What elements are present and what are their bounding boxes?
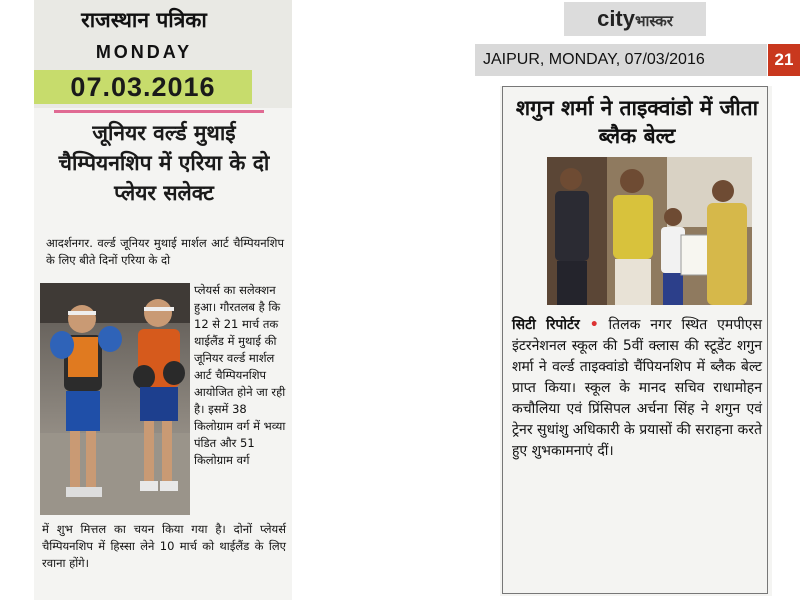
article-text-right: तिलक नगर स्थित एमपीएस इंटरनेशनल स्कूल की 5वीं क्लास की स्टूडेंट शगुन शर्मा ने वर्ल्ड ताइक्वांडो चैंपियनशिप में ब्लैक बेल्ट प्राप्त किया। स्कूल के मानद सचिव राधामोहन कचौलिया एवं प्रिंसिपल अर्चना सिंह ने शगुन एवं ट्रेनर सुधांशु अधिकारी के प्रयासों की सराहना करते हुए शुभकामनाएं दीं। <box>512 317 763 459</box>
bullet: • <box>589 317 599 333</box>
article-lead: आदर्शनगर. वर्ल्ड जूनियर मुथाई मार्शल आर्ट चैम्पियनशिप के लिए बीते दिनों एरिया के दो <box>46 236 284 267</box>
patrika-masthead <box>34 0 292 108</box>
award-photo <box>547 157 752 305</box>
article-body-right <box>512 315 762 462</box>
byline: सिटी रिपोर्टर <box>512 317 580 333</box>
boxers-photo-illustration <box>40 283 190 515</box>
newspaper-name: राजस्थान पत्रिका <box>81 8 207 32</box>
issue-day: MONDAY <box>95 42 193 62</box>
dateline: JAIPUR, MONDAY, 07/03/2016 <box>475 44 767 76</box>
patrika-clipping <box>34 0 292 600</box>
award-photo-illustration <box>547 157 752 305</box>
brand-bhaskar: भास्कर <box>635 13 673 30</box>
issue-date: 07.03.2016 <box>70 72 216 102</box>
article-tail: में शुभ मित्तल का चयन किया गया है। दोनों प्लेयर्स चैम्पियनशिप में हिस्सा लेने 10 मार्च को थाईलैंड के लिए रवाना होंगे। <box>42 522 286 570</box>
article-headline: जूनियर वर्ल्ड मुथाई चैम्पियनशिप में एरिया के दो प्लेयर सलेक्ट <box>58 121 270 205</box>
accent-rule <box>54 110 264 113</box>
city-bhaskar-logo <box>564 2 706 36</box>
article-headline-right: शगुन शर्मा ने ताइक्वांडो में जीता ब्लैक बेल्ट <box>515 96 759 148</box>
brand-city: city <box>597 6 635 31</box>
page-number-badge: 21 <box>768 44 800 76</box>
article-column: प्लेयर्स का सलेक्शन हुआ। गौरतलब है कि 12 से 21 मार्च तक थाईलैंड में मुथाई की जूनियर वर्ल्ड मार्शल आर्ट चैम्पियनशिप आयोजित होने जा रही है। इसमें 38 किलोग्राम वर्ग में भव्या पंडित और 51 किलोग्राम वर्ग <box>194 283 286 467</box>
boxers-photo <box>40 283 190 515</box>
bhaskar-clipping <box>500 86 772 596</box>
